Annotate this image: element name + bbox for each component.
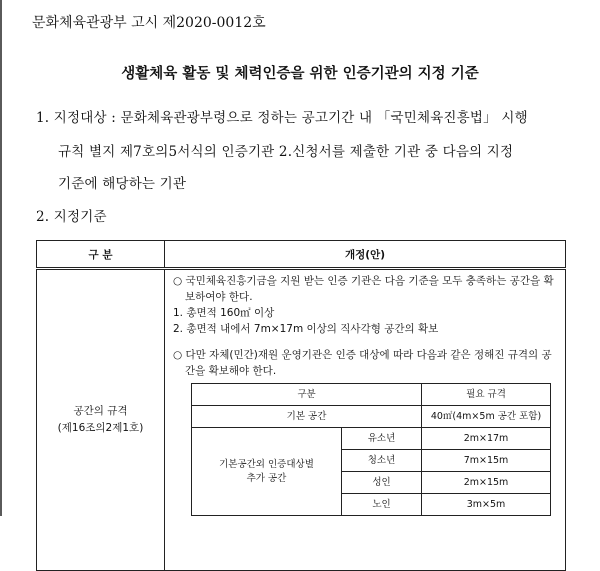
bullet-private-funded: ○ 다만 자체(민간)재원 운영기관은 인증 대상에 따라 다음과 같은 정해진 규격의 공간을 확보해야 한다.: [173, 349, 552, 377]
criteria-table-header-row: [37, 241, 566, 269]
notice-number: 문화체육관광부 고시 제2020-0012호: [32, 15, 266, 31]
space-spec-table: [191, 383, 551, 516]
space-spec-extra-label-line1: 기본공간외 인증대상별: [219, 458, 314, 470]
space-spec-size: 2m×15m: [422, 472, 551, 494]
space-spec-header-row: [192, 384, 551, 406]
section2-heading: 2. 지정기준: [36, 209, 107, 225]
bullet-fund-supported: ○ 국민체육진흥기금을 지원 받는 인증 기관은 다음 기준을 모두 충족하는 공간을 확보하여야 한다.: [173, 275, 554, 303]
document-title: 생활체육 활동 및 체력인증을 위한 인증기관의 지정 기준: [121, 65, 479, 82]
space-spec-basic-label: 기본 공간: [192, 406, 422, 428]
section1-line1: 1. 지정대상 : 문화체육관광부령으로 정하는 공고기간 내 「국민체육진흥법」 시행: [36, 110, 528, 126]
header-category: 구 분: [37, 241, 165, 269]
space-spec-header-required: 필요 규격: [422, 384, 551, 406]
row-label-article: (제16조의2제1호): [57, 422, 144, 434]
space-spec-target: 유소년: [342, 428, 422, 450]
table-row: [37, 269, 566, 571]
row-label-cell: [37, 269, 165, 571]
space-spec-target: 노인: [342, 494, 422, 516]
space-spec-size: 7m×15m: [422, 450, 551, 472]
criteria-item-2: 2. 총면적 내에서 7m×17m 이상의 직사각형 공간의 확보: [173, 323, 439, 335]
space-spec-target: 성인: [342, 472, 422, 494]
space-spec-basic-row: [192, 406, 551, 428]
criteria-table: [36, 240, 566, 571]
row-content-cell: [165, 269, 566, 571]
criteria-item-1: 1. 총면적 160㎡ 이상: [173, 307, 275, 319]
space-spec-extra-label-line2: 추가 공간: [246, 472, 287, 484]
header-amendment: 개정(안): [165, 241, 566, 269]
space-spec-extra-label: [192, 428, 342, 516]
space-spec-target: 청소년: [342, 450, 422, 472]
space-spec-header-category: 구분: [192, 384, 422, 406]
table-row: [192, 428, 551, 450]
section1-line2: 규칙 별지 제7호의5서식의 인증기관 2.신청서를 제출한 기관 중 다음의 지정: [58, 144, 514, 160]
section1-line3: 기준에 해당하는 기관: [58, 176, 187, 192]
space-spec-basic-value: 40㎡(4m×5m 공간 포함): [422, 406, 551, 428]
space-spec-size: 2m×17m: [422, 428, 551, 450]
space-spec-size: 3m×5m: [422, 494, 551, 516]
row-label-title: 공간의 규격: [73, 405, 128, 417]
